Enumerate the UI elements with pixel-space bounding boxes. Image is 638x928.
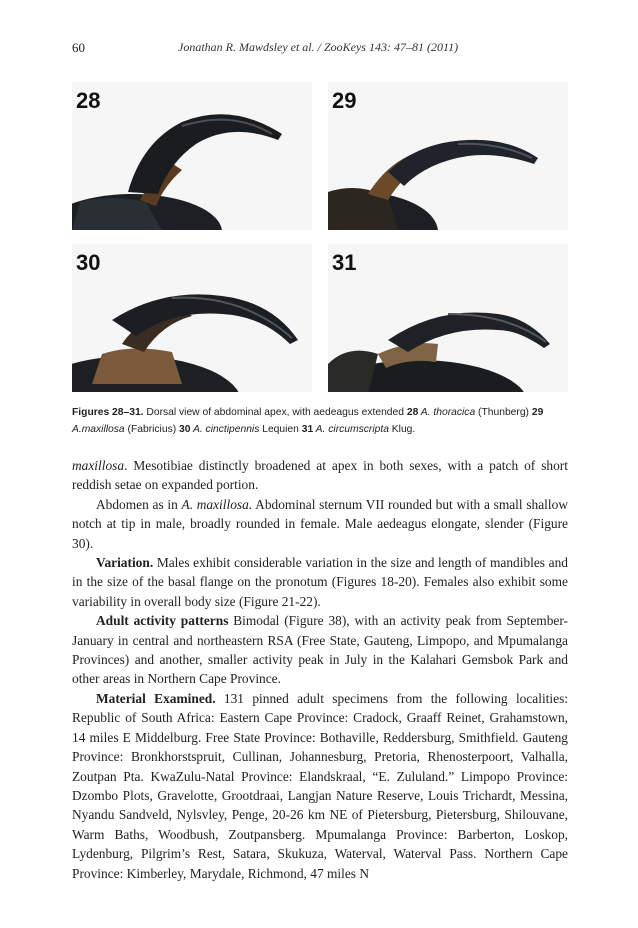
caption-num-31: 31 <box>301 424 314 435</box>
figure-31-label: 31 <box>332 250 357 275</box>
paragraph-variation <box>72 553 568 611</box>
paragraph-text: Abdomen as in <box>96 496 182 512</box>
paragraph-mesotibiae <box>72 456 568 495</box>
caption-num-28: 28 <box>406 407 419 418</box>
paragraph-text: Abdominal sternum VII rounded but with a small shallow notch at tip in male, broadly rounded in female. Male aedeagus elongate, slender (Figure 30). <box>72 496 568 551</box>
caption-species-30: A. cinctipennis <box>190 424 260 435</box>
caption-author-31: Klug. <box>388 424 416 435</box>
figure-31-photo <box>328 244 568 392</box>
section-heading-material: Material Examined. <box>96 690 216 706</box>
caption-num-30: 30 <box>179 424 191 435</box>
caption-num-29: 29 <box>531 407 544 418</box>
figure-30-label: 30 <box>76 250 101 275</box>
figure-30-photo <box>72 244 312 392</box>
caption-lead: Figures 28–31. <box>72 407 144 418</box>
caption-text: Dorsal view of abdominal apex, with aedeagus extended <box>143 407 407 418</box>
caption-species-28: A. thoracica <box>418 407 476 418</box>
paragraph-text: Bimodal (Figure 38), with an activity peak from September-January in central and northeastern RSA (Free State, Gauteng, Limpopo, and Mpumalanga Provinces) and another, smaller activity peak in July in the Kalahari Gemsbok Park and other areas in Northern Cape Province. <box>72 613 568 687</box>
paragraph-activity <box>72 611 568 689</box>
paragraph-abdomen <box>72 495 568 553</box>
paragraph-text: Males exhibit considerable variation in the size and length of mandibles and in the size of the basal flange on the pronotum (Figures 18-20). Females also exhibit some variability in overall body size (Figure 21-22). <box>72 555 568 609</box>
page-number: 60 <box>72 40 85 55</box>
figure-28-label: 28 <box>76 88 101 113</box>
caption-author-30: Lequien <box>259 424 302 435</box>
section-heading-variation: Variation. <box>96 555 154 571</box>
figure-plate-group <box>72 82 568 394</box>
figure-caption <box>72 404 568 438</box>
paragraph-text: . Mesotibiae distinctly broadened at apex in both sexes, with a patch of short reddish setae on expanded portion. <box>72 458 568 493</box>
paragraph-material <box>72 689 568 883</box>
caption-species-31: A. circumscripta <box>313 424 389 435</box>
paragraph-text: 131 pinned adult specimens from the following localities: Republic of South Africa: Eastern Cape Province: Cradock, Graaff Reinet, Grahamstown, 14 miles E Middelburg. Free State Province: Bothaville, Reddersburg, Smithfield. Gauteng Province: Bronkhorstspruit, Cullinan, Johannesburg, Pretoria, Rhenosterpoort, Valhalla, Zoutpan Pta. KwaZulu-Natal Province: Elandskraal, “E. Zululand.” Limpopo Province: Dzombo Plots, Gravelotte, Grootdraai, Langjan Nature Reserve, Louis Trichardt, Messina, Nyandu Sandveld, Nylsvley, Penge, 20-26 km NE of Pietersburg, Pietersburg, Shilouvane, Warm Baths, Woodbush, Zoutpansberg. Mpumalanga Province: Barberton, Loskop, Lydenburg, Pilgrim’s Rest, Satara, Skukuza, Waterval, Waterval Pass. Northern Cape Province: Kimberley, Marydale, Richmond, 47 miles N <box>72 690 569 881</box>
running-head: Jonathan R. Mawdsley et al. / ZooKeys 143: 47–81 (2011) <box>178 40 459 54</box>
species-name: maxillosa <box>72 458 125 473</box>
caption-species-29: A.maxillosa <box>72 424 125 435</box>
caption-author-29: (Fabricius) <box>124 424 180 435</box>
body-text <box>72 456 568 883</box>
figure-29-label: 29 <box>332 88 357 113</box>
figure-29-photo <box>328 82 568 230</box>
section-heading-activity: Adult activity patterns <box>96 613 229 629</box>
figure-28-photo <box>72 82 312 230</box>
caption-author-28: (Thunberg) <box>475 407 532 418</box>
species-name: A. maxillosa. <box>181 496 253 512</box>
